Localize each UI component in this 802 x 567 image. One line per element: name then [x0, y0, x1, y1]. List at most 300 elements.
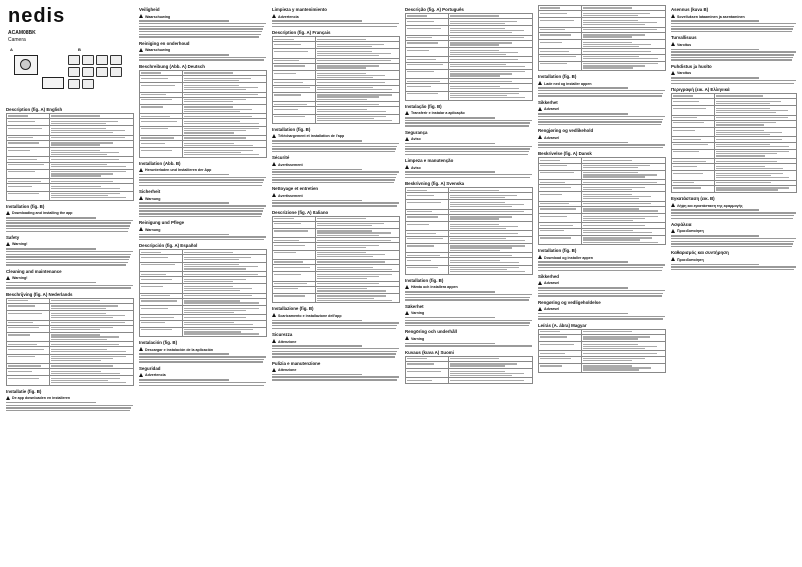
table-cell [714, 99, 797, 106]
section-title: Beskrivelse (fig. A) Dansk [538, 151, 592, 157]
text-line [671, 49, 759, 50]
table-cell [273, 107, 316, 114]
table-row [7, 325, 134, 332]
section-title: Seguridad [139, 365, 161, 371]
subsection-title: Advertencia [145, 373, 166, 378]
table-cell [406, 19, 449, 26]
table-cell [714, 164, 797, 171]
accessories-illustration [68, 55, 132, 89]
table-cell [50, 148, 134, 157]
table-cell [449, 258, 533, 265]
table-row [406, 265, 533, 274]
table-cell [316, 63, 400, 70]
table-cell [539, 40, 582, 49]
subsection-title: Descargar e instalación de la aplicación [145, 347, 214, 352]
text-line [139, 174, 229, 175]
text-line [538, 316, 665, 317]
table-cell [316, 42, 400, 49]
text-line [139, 185, 262, 186]
section-title: Installation (fig. B) [538, 248, 577, 254]
table-row [406, 369, 533, 378]
table-cell [273, 42, 316, 49]
table-row [539, 18, 666, 27]
table-row [273, 114, 400, 123]
text-line [405, 120, 532, 121]
text-line [538, 261, 628, 262]
table-cell [140, 327, 183, 336]
subsection-heading [671, 70, 797, 76]
text-line [139, 34, 261, 35]
warning-icon [405, 111, 409, 115]
table-row [273, 294, 400, 303]
subsection-title: Waarschuwing [145, 48, 171, 53]
table-cell [140, 320, 183, 327]
table-cell [406, 243, 449, 252]
text-line [6, 259, 129, 260]
subsection-heading [139, 167, 267, 173]
paragraph [538, 142, 666, 149]
table-row [406, 243, 533, 252]
text-line [538, 264, 665, 265]
table-cell [672, 149, 715, 158]
parts-table [405, 187, 533, 275]
section-title: Nettoyage et entretien [272, 186, 319, 192]
subsection-heading [538, 134, 666, 140]
subsection-heading [405, 164, 533, 170]
warning-icon [272, 162, 276, 166]
subsection-heading [6, 395, 134, 401]
section-title: Leírás (A. ábra) Magyar [538, 322, 587, 328]
table-cell [7, 303, 50, 310]
text-line [139, 36, 259, 37]
warning-icon [272, 134, 276, 138]
text-line [405, 117, 495, 118]
text-line [139, 234, 229, 235]
table-cell [714, 185, 797, 192]
text-line [139, 177, 266, 178]
table-row [539, 11, 666, 18]
table-row [140, 119, 267, 126]
warning-icon [405, 137, 409, 141]
warning-icon [671, 257, 675, 261]
table-cell [50, 140, 134, 147]
col2-sections [139, 7, 267, 386]
table-cell [582, 61, 666, 70]
table-cell [539, 185, 582, 192]
text-line [272, 140, 362, 141]
warning-icon [139, 168, 143, 172]
product-name: Camera [8, 37, 26, 43]
table-row [273, 265, 400, 272]
table-cell [50, 369, 134, 376]
table-cell [183, 284, 267, 293]
subsection-title: Aviso [411, 137, 421, 142]
table-cell [539, 163, 582, 170]
text-line [272, 374, 362, 375]
subsection-heading [405, 110, 533, 116]
text-line [538, 144, 665, 145]
table-cell [539, 235, 582, 244]
section-title: Instalação (fig. B) [405, 103, 442, 109]
subsection-title: Hämta och installera appen [411, 285, 458, 290]
table-cell [316, 286, 400, 293]
table-cell [582, 228, 666, 235]
table-row [140, 141, 267, 148]
brand-logo: nedis [8, 5, 66, 27]
table-cell [406, 91, 449, 100]
table-row [140, 148, 267, 157]
table-row [539, 32, 666, 39]
table-cell [406, 258, 449, 265]
table-row [273, 243, 400, 250]
table-cell [406, 361, 449, 368]
table-cell [7, 369, 50, 376]
table-row [273, 107, 400, 114]
text-line [139, 356, 266, 357]
text-line [272, 322, 399, 323]
table-cell [140, 306, 183, 315]
table-cell [539, 18, 582, 27]
table-row [273, 63, 400, 70]
warning-icon [538, 281, 542, 285]
table-row [539, 61, 666, 70]
table-cell [50, 303, 134, 310]
table-cell [582, 235, 666, 244]
text-line [405, 151, 529, 152]
table-row [406, 214, 533, 221]
table-row [140, 126, 267, 135]
table-cell [539, 206, 582, 213]
text-line [405, 154, 528, 155]
table-cell [582, 206, 666, 213]
parts-table [272, 36, 400, 124]
table-row [406, 40, 533, 47]
table-cell [140, 277, 183, 284]
table-cell [714, 128, 797, 137]
table-row [140, 320, 267, 327]
text-line [538, 313, 628, 314]
subsection-heading [272, 367, 400, 373]
text-line [139, 57, 266, 58]
table-cell [406, 378, 449, 383]
parts-table [139, 249, 267, 337]
text-line [139, 54, 229, 55]
table-row [7, 354, 134, 363]
table-cell [183, 83, 267, 92]
warning-icon [538, 307, 542, 311]
text-line [272, 171, 399, 172]
text-line [272, 20, 362, 21]
table-row [406, 236, 533, 243]
paragraph [6, 402, 134, 411]
section-title: Beskrivning (fig. A) Svenska [405, 181, 465, 187]
subsection-heading [671, 228, 797, 234]
subsection-heading [139, 346, 267, 352]
table-row [406, 200, 533, 209]
parts-table [6, 298, 134, 386]
table-cell [183, 306, 267, 315]
table-cell [7, 162, 50, 169]
section-title: Description (fig. A) Français [272, 30, 331, 36]
table-cell [449, 62, 533, 69]
table-row [140, 76, 267, 83]
subsection-title: Advertencia [278, 14, 299, 19]
text-line [272, 202, 399, 203]
table-cell [449, 265, 533, 274]
subsection-title: Varoitus [677, 71, 692, 76]
section-title: Descrizione (fig. A) Italiano [272, 209, 329, 215]
text-line [538, 270, 662, 271]
text-line [272, 200, 362, 201]
table-cell [273, 272, 316, 281]
section-title: Segurança [405, 129, 428, 135]
table-row [539, 342, 666, 351]
table-cell [50, 191, 134, 200]
section-title: Installation (fig. B) [6, 203, 45, 209]
section-title: Installatie (fig. B) [6, 388, 42, 394]
text-line [538, 113, 628, 114]
table-cell [50, 325, 134, 332]
subsection-title: Avertissement [278, 162, 303, 167]
paragraph [272, 169, 400, 184]
text-line [671, 83, 794, 84]
subsection-heading [538, 254, 666, 260]
text-line [6, 402, 96, 403]
subsection-heading [272, 192, 400, 198]
table-cell [316, 272, 400, 281]
table-row [140, 277, 267, 284]
subsection-title: Advarsel [544, 107, 560, 112]
section-title: Installation (Abb. B) [139, 160, 181, 166]
table-cell [449, 200, 533, 209]
subsection-heading [538, 106, 666, 112]
table-cell [7, 140, 50, 147]
table-cell [7, 119, 50, 126]
text-line [671, 209, 759, 210]
text-line [139, 31, 262, 32]
text-line [405, 294, 532, 295]
table-cell [539, 342, 582, 351]
text-line [272, 151, 395, 152]
text-line [671, 23, 796, 24]
subsection-title: Waarschuwing [145, 14, 171, 19]
parts-table [139, 70, 267, 158]
text-line [139, 236, 266, 237]
table-row [140, 255, 267, 262]
table-cell [539, 11, 582, 18]
subsection-title: Attenzione [278, 339, 297, 344]
text-line [538, 90, 665, 91]
paragraph [139, 234, 267, 241]
table-cell [316, 250, 400, 259]
text-line [671, 80, 796, 81]
subsection-heading [272, 133, 400, 139]
table-row [406, 91, 533, 100]
table-row [672, 142, 797, 149]
text-line [405, 148, 530, 149]
text-line [139, 23, 266, 24]
table-cell [449, 369, 533, 378]
text-line [6, 410, 130, 411]
paragraph [6, 217, 134, 232]
paragraph [538, 87, 666, 96]
text-line [6, 248, 96, 249]
subsection-title: Warning! [12, 276, 28, 281]
text-line [671, 218, 793, 219]
subsection-heading [139, 226, 267, 232]
parts-table [405, 13, 533, 101]
warning-icon [538, 135, 542, 139]
table-cell [7, 311, 50, 320]
warning-icon [272, 313, 276, 317]
paragraph [6, 282, 134, 289]
text-line [405, 143, 495, 144]
table-row [539, 363, 666, 372]
column-6 [671, 4, 797, 563]
text-line [6, 407, 131, 408]
table-row [539, 214, 666, 223]
table-row [7, 347, 134, 354]
paragraph [538, 287, 666, 296]
table-row [273, 228, 400, 237]
paragraph [538, 261, 666, 270]
table-cell [7, 126, 50, 135]
table-cell [273, 228, 316, 237]
table-row [539, 40, 666, 49]
table-cell [140, 97, 183, 104]
text-line [538, 293, 663, 294]
table-cell [539, 170, 582, 179]
warning-icon [272, 339, 276, 343]
table-cell [449, 214, 533, 221]
warning-icon [272, 14, 276, 18]
table-row [7, 303, 134, 310]
table-row [539, 334, 666, 341]
table-cell [582, 18, 666, 27]
text-line [671, 215, 794, 216]
table-cell [50, 169, 134, 178]
subsection-title: Varoitus [677, 42, 692, 47]
text-line [538, 121, 662, 122]
table-cell [183, 298, 267, 305]
paragraph [139, 202, 267, 217]
table-cell [582, 334, 666, 341]
paragraph [671, 235, 797, 247]
subsection-heading [6, 275, 134, 281]
table-cell [406, 84, 449, 91]
section-title: Cleaning and maintenance [6, 268, 62, 274]
paragraph [272, 320, 400, 329]
subsection-heading [671, 13, 797, 19]
parts-table [405, 356, 533, 384]
warning-icon [6, 396, 10, 400]
accessory-thumb [82, 55, 94, 65]
section-title: Rengöring och underhåll [405, 329, 457, 335]
warning-icon [139, 347, 143, 351]
subsection-heading [6, 241, 134, 247]
subsection-title: Attenzione [278, 368, 297, 372]
table-cell [539, 192, 582, 201]
table-cell [50, 347, 134, 354]
figure-area [6, 47, 134, 103]
section-title: Sicurezza [272, 332, 293, 338]
paragraph [272, 345, 400, 357]
accessory-thumb [68, 55, 80, 65]
text-line [538, 147, 663, 148]
col3-sections [272, 7, 400, 381]
warning-icon [139, 48, 143, 52]
table-cell [672, 128, 715, 137]
table-cell [50, 126, 134, 135]
parts-table [538, 329, 666, 373]
text-line [671, 246, 792, 247]
text-line [272, 325, 397, 326]
text-line [272, 348, 399, 349]
table-cell [582, 185, 666, 192]
subsection-title: Lade ned og installer appen [544, 81, 592, 86]
text-line [139, 179, 264, 180]
table-row [672, 99, 797, 106]
text-line [405, 345, 532, 346]
table-cell [406, 222, 449, 231]
table-cell [406, 236, 449, 243]
text-line [405, 291, 495, 292]
column-5 [538, 4, 666, 563]
text-line [272, 320, 362, 321]
text-line [405, 322, 530, 323]
warning-icon [139, 373, 143, 377]
subsection-title: Varning [411, 311, 425, 316]
subsection-title: Aviso [411, 165, 421, 170]
section-title: Sicherheit [139, 189, 161, 195]
text-line [139, 26, 264, 27]
table-cell [582, 170, 666, 179]
table-cell [714, 149, 797, 158]
col4-sections [405, 7, 533, 384]
table-cell [140, 76, 183, 83]
subsection-heading [139, 372, 267, 378]
table-cell [539, 214, 582, 223]
table-cell [7, 325, 50, 332]
table-cell [714, 171, 797, 180]
text-line [272, 353, 396, 354]
table-row [7, 332, 134, 341]
table-cell [539, 356, 582, 363]
table-row [539, 192, 666, 201]
text-line [671, 26, 794, 27]
text-line [538, 87, 628, 88]
paragraph [671, 264, 797, 271]
table-cell [539, 228, 582, 235]
text-line [6, 264, 126, 265]
table-cell [183, 141, 267, 148]
table-cell [449, 243, 533, 252]
paragraph [272, 20, 400, 27]
warning-icon [272, 193, 276, 197]
table-cell [50, 162, 134, 169]
paragraph [139, 174, 267, 186]
text-line [272, 376, 399, 377]
text-line [139, 202, 229, 203]
section-title: Veiligheid [139, 7, 160, 12]
table-cell [316, 71, 400, 80]
table-cell [7, 332, 50, 341]
text-line [405, 320, 532, 321]
table-cell [449, 378, 533, 383]
warning-icon [139, 196, 143, 200]
table-cell [140, 148, 183, 157]
text-line [6, 256, 130, 257]
